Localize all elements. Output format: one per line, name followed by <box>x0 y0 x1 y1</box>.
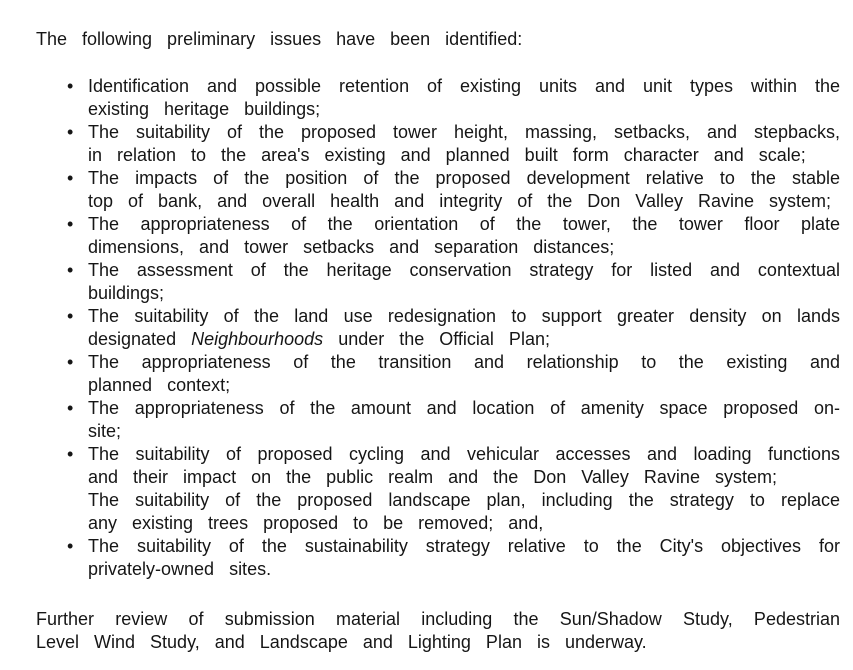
intro-paragraph: The following preliminary issues have been identified: <box>36 29 523 49</box>
issue-item-land-use-redesignation <box>88 305 840 351</box>
issue-text: The suitability of the proposed tower height, massing, setbacks, and stepbacks, in relation to the area's existing and planned built form character and scale; <box>88 122 840 165</box>
issue-text: The appropriateness of the amount and location of amenity space proposed on-site; <box>88 398 840 441</box>
issue-item-tower-orientation <box>88 213 840 259</box>
issue-text: The suitability of the proposed landscape plan, including the strategy to replace any existing trees proposed to be removed; and, <box>88 490 840 533</box>
issue-text: The appropriateness of the transition and relationship to the existing and planned context; <box>88 352 840 395</box>
closing-paragraph: Further review of submission material including the Sun/Shadow Study, Pedestrian Level Wind Study, and Landscape and Lighting Plan is underway. <box>36 609 840 652</box>
issue-text: Identification and possible retention of existing units and unit types within the existing heritage buildings; <box>88 76 840 119</box>
issue-text-pre: The suitability of the land use redesignation to support greater density on lands designated <box>88 306 840 349</box>
issue-text: The impacts of the position of the proposed development relative to the stable top of bank, and overall health and integrity of the Don Valley Ravine system; <box>88 168 840 211</box>
neighbourhoods-italic: Neighbourhoods <box>191 329 324 349</box>
issue-text-post: under the Official Plan; <box>323 329 550 349</box>
issue-text: The suitability of proposed cycling and vehicular accesses and loading functions and their impact on the public realm and the Don Valley Ravine system; <box>88 444 840 487</box>
issue-item-tower-height <box>88 121 840 167</box>
issue-item-landscape-plan-continuation <box>88 489 840 535</box>
issue-item-heritage-strategy <box>88 259 840 305</box>
issue-text: The appropriateness of the orientation of the tower, the tower floor plate dimensions, and tower setbacks and separation distances; <box>88 214 840 257</box>
issue-text: The assessment of the heritage conservation strategy for listed and contextual buildings; <box>88 260 840 303</box>
issue-text: The suitability of the sustainability strategy relative to the City's objectives for privately-owned sites. <box>88 536 840 579</box>
issue-item-ravine-impacts <box>88 167 840 213</box>
issue-item-transition <box>88 351 840 397</box>
issue-item-unit-retention <box>88 75 840 121</box>
issue-item-sustainability <box>88 535 840 581</box>
issue-item-amenity-space <box>88 397 840 443</box>
issues-list <box>36 75 840 581</box>
issue-item-cycling-vehicular <box>88 443 840 489</box>
